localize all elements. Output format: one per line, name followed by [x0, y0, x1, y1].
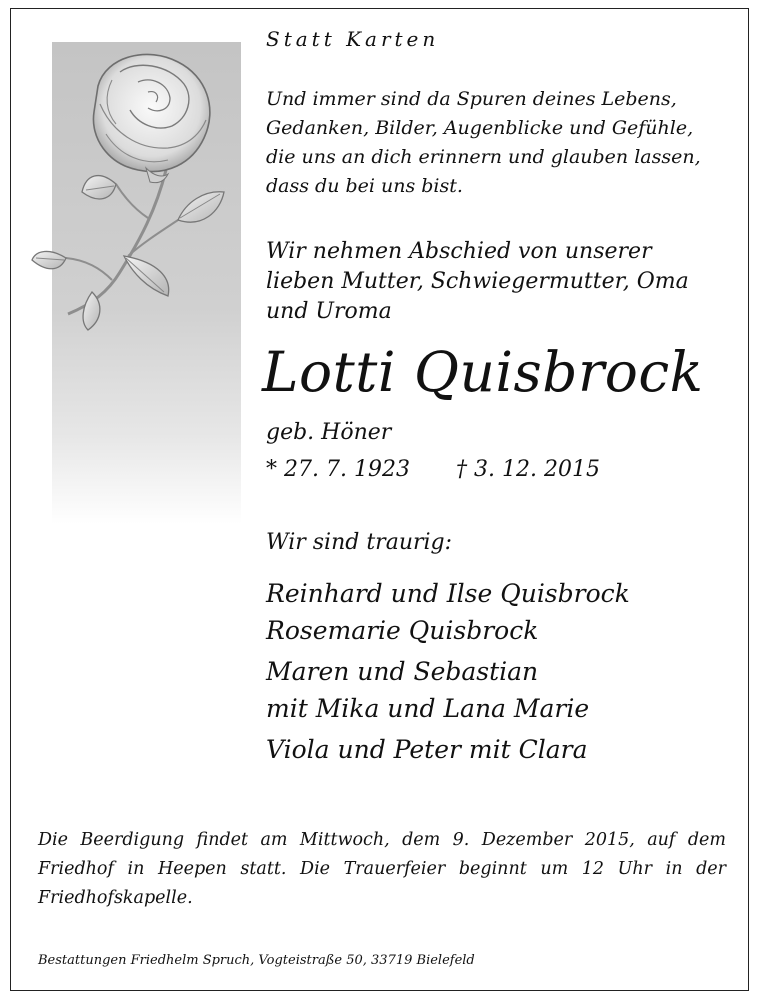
notice-heading: Statt Karten [266, 27, 440, 51]
maiden-name: geb. Höner [266, 420, 392, 445]
mourner-entry: Viola und Peter mit Clara [266, 735, 588, 764]
funeral-details: Die Beerdigung findet am Mittwoch, dem 9. Dezember 2015, auf dem Friedhof in Heepen statt. Die Trauerfeier beginnt um 12 Uhr in der Friedhofskapelle. [38, 830, 726, 908]
rose-illustration [28, 42, 238, 332]
intro-line: Wir nehmen Abschied von unserer [266, 239, 652, 264]
death-date: † 3. 12. 2015 [456, 457, 600, 482]
mourner-entry: mit Mika und Lana Marie [266, 694, 590, 723]
mourners-intro: Wir sind traurig: [266, 530, 453, 555]
verse-line: Und immer sind da Spuren deines Lebens, [266, 88, 677, 110]
memorial-verse [266, 85, 701, 201]
verse-line: dass du bei uns bist. [266, 175, 463, 197]
mourner-entry: Reinhard und Ilse Quisbrock [266, 579, 630, 608]
birth-date: * 27. 7. 1923 [266, 457, 410, 482]
farewell-intro [266, 237, 689, 327]
mourners-list [266, 575, 630, 768]
intro-line: lieben Mutter, Schwiegermutter, Oma [266, 269, 689, 294]
verse-line: die uns an dich erinnern und glauben lassen, [266, 146, 701, 168]
intro-line: und Uroma [266, 299, 392, 324]
verse-line: Gedanken, Bilder, Augenblicke und Gefühle, [266, 117, 694, 139]
deceased-name: Lotti Quisbrock [262, 340, 704, 404]
mourner-entry: Rosemarie Quisbrock [266, 616, 539, 645]
undertaker-line: Bestattungen Friedhelm Spruch, Vogteistraße 50, 33719 Bielefeld [38, 953, 475, 968]
mourner-entry: Maren und Sebastian [266, 657, 539, 686]
